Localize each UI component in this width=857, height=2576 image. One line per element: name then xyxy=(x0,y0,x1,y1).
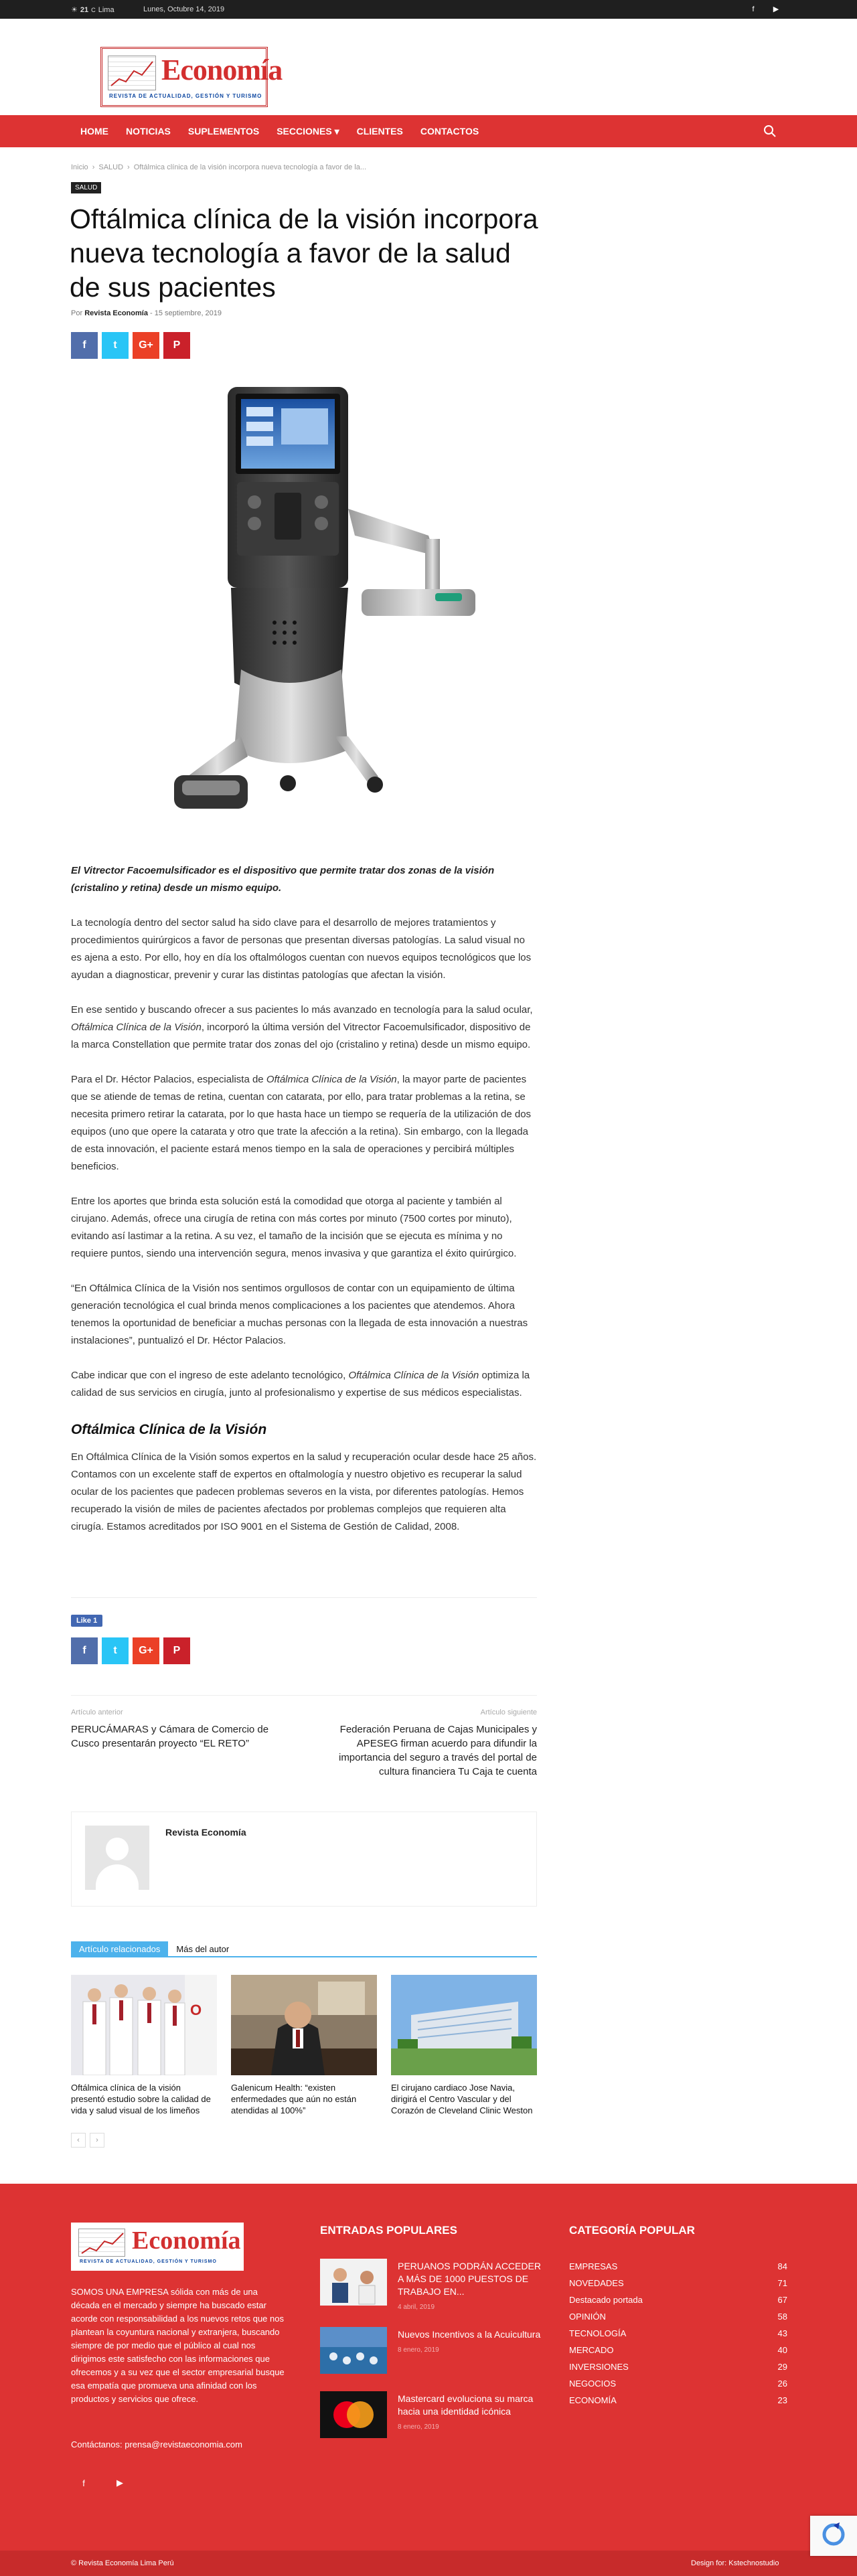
paragraph-text: , la mayor parte de pacientes que se atiende de temas de retina, cuentan con catarata, por ello, para tratar problemas a la retina, se necesita primero retirar la catarata, por lo que hasta hace un tiempo se requería de la utilización de dos equipos (uno que opere la catarata y otro que trate la afección a la retina). Sin embargo, con la llegada de esta innovación, el paciente estará menos tiempo en la sala de operaciones y percibirá múltiples beneficios. xyxy=(71,1074,532,1172)
logo-title: Economía xyxy=(132,2227,241,2255)
category-count: 26 xyxy=(777,2379,787,2389)
next-label: Artículo siguiente xyxy=(480,1708,537,1716)
related-card[interactable] xyxy=(391,1975,537,2116)
paragraph-text: optimiza la calidad de sus servicios en cirugía, junto al profesionalismo y expertise de sus médicos especialistas. xyxy=(71,1370,530,1398)
copyright: © Revista Economía Lima Perú xyxy=(71,2559,174,2567)
category-tag[interactable]: SALUD xyxy=(71,182,101,193)
site-footer xyxy=(0,2184,857,2551)
previous-article-link[interactable] xyxy=(71,1706,285,1751)
facebook-icon[interactable]: f xyxy=(82,2478,85,2488)
author-link[interactable]: Revista Economía xyxy=(84,309,148,317)
related-title: El cirujano cardiaco Jose Navia, dirigirá el Centro Vascular y del Corazón de Cleveland Clinic Weston xyxy=(391,2083,533,2115)
sun-icon: ☀ xyxy=(71,6,78,14)
previous-title: PERUCÁMARAS y Cámara de Comercio de Cusco presentarán proyecto “EL RETO” xyxy=(71,1724,269,1749)
related-thumbnail xyxy=(71,1975,217,2075)
category-count: 84 xyxy=(777,2261,787,2271)
nav-contactos[interactable]: CONTACTOS xyxy=(420,126,479,137)
share-buttons-top xyxy=(71,332,190,359)
svg-text:O: O xyxy=(190,2002,202,2018)
category-name: NEGOCIOS xyxy=(569,2379,617,2389)
popular-posts-heading: ENTRADAS POPULARES xyxy=(320,2224,457,2237)
byline-prefix: Por xyxy=(71,309,83,317)
nav-secciones-label: SECCIONES xyxy=(277,125,332,137)
main-nav xyxy=(0,115,857,147)
category-link[interactable] xyxy=(569,2362,787,2372)
clinic-name: Oftálmica Clínica de la Visión xyxy=(348,1370,479,1381)
top-bar xyxy=(0,0,857,19)
youtube-icon[interactable]: ▶ xyxy=(773,5,779,13)
article-paragraph: En Oftálmica Clínica de la Visión somos expertos en la salud y recuperación ocular desde hace 25 años. Contamos con un excelente staff de expertos en oftalmología y nuestro objetivo es recuperar la salud ocular de los pacientes que padecen problemas severos en la vista, por diferentes patologías. Hemos recuperado la visión de miles de pacientes afectados por problemas complejos que requieren alta cirugía. Estamos acreditados por ISO 9001 en el Sistema de Gestión de Calidad, 2008. xyxy=(71,1451,537,1532)
category-name: MERCADO xyxy=(569,2345,614,2355)
related-title: Oftálmica clínica de la visión presentó estudio sobre la calidad de vida y salud visual de los limeños xyxy=(71,2083,211,2115)
previous-label: Artículo anterior xyxy=(71,1708,123,1716)
clinic-name: Oftálmica Clínica de la Visión xyxy=(266,1074,397,1085)
mastercard-thumbnail xyxy=(320,2391,387,2438)
author-box xyxy=(71,1812,537,1907)
article-paragraph: “En Oftálmica Clínica de la Visión nos sentimos orgullosos de contar con un equipamiento de última generación tecnológica el cual brinda menos complicaciones a los pacientes que atendemos. Ahora tenemos la oportunidad de beneficiar a muchas personas con la llegada de esta innovación a nuestras instalaciones”, puntualizó el Dr. Héctor Palacios. xyxy=(71,1283,528,1346)
popular-thumbnail xyxy=(320,2327,387,2374)
article-title: Oftálmica clínica de la visión incorpora nueva tecnología a favor de la salud de sus pacientes xyxy=(70,204,538,303)
weather-widget xyxy=(71,5,114,14)
footer-logo[interactable] xyxy=(71,2223,244,2271)
divider xyxy=(71,1695,537,1696)
article-paragraph xyxy=(71,1071,537,1176)
facebook-share-button[interactable]: f xyxy=(71,1637,98,1664)
related-next-button[interactable]: › xyxy=(90,2133,104,2148)
related-thumbnail xyxy=(231,1975,377,2075)
weather-temp: 21 xyxy=(80,5,89,14)
site-header xyxy=(0,19,857,115)
popular-date: 4 abril, 2019 xyxy=(398,2304,435,2311)
popular-title: PERUANOS PODRÁN ACCEDER A MÁS DE 1000 PUESTOS DE TRABAJO EN... xyxy=(398,2261,541,2297)
pinterest-share-button[interactable]: P xyxy=(163,332,190,359)
nav-noticias[interactable]: NOTICIAS xyxy=(126,126,171,137)
article-subheading: Oftálmica Clínica de la Visión xyxy=(71,1422,267,1437)
pinterest-share-button[interactable]: P xyxy=(163,1637,190,1664)
article-paragraph: La tecnología dentro del sector salud ha sido clave para el desarrollo de mejores tratamientos y procedimientos quirúrgicos a favor de personas que presentan diversas patologías. La salud visual no es ajena a esto. Por ello, hoy en día los oftalmólogos cuentan con nuevos equipos tecnológicos que los ayudan a diagnosticar, prevenir y curar las distintas patologías que afectan la visión. xyxy=(71,917,532,981)
next-article-link[interactable] xyxy=(323,1706,537,1779)
avatar xyxy=(85,1826,149,1890)
logo-title: Economía xyxy=(161,54,283,86)
article-body xyxy=(71,862,537,1419)
category-count: 40 xyxy=(777,2345,787,2355)
nav-suplementos[interactable]: SUPLEMENTOS xyxy=(187,126,260,137)
paragraph-text: , incorporó la última versión del Vitrector Facoemulsificador, dispositivo de la marca Constellation que permite tratar dos zonas del ojo (cristalino y retina) desde un mismo equipo. xyxy=(71,1022,531,1050)
breadcrumb-home[interactable]: Inicio xyxy=(71,163,88,171)
footer-bottom-bar xyxy=(0,2551,857,2576)
nav-home[interactable]: HOME xyxy=(80,126,108,137)
design-credit: Design for: Kstechnostudio xyxy=(691,2559,779,2567)
category-name: INVERSIONES xyxy=(569,2362,629,2372)
divider xyxy=(71,1597,537,1598)
next-title: Federación Peruana de Cajas Municipales y APESEG firman acuerdo para difundir la importancia del seguro a través del portal de cultura financiera Tu Caja te cuenta xyxy=(338,1724,537,1777)
share-buttons-bottom xyxy=(71,1637,190,1664)
related-thumbnail xyxy=(391,1975,537,2075)
googleplus-share-button[interactable]: G+ xyxy=(133,1637,159,1664)
recaptcha-badge[interactable] xyxy=(810,2516,857,2556)
category-count: 23 xyxy=(777,2395,787,2405)
related-card[interactable] xyxy=(231,1975,377,2116)
twitter-share-button[interactable]: t xyxy=(102,1637,129,1664)
youtube-icon[interactable]: ▶ xyxy=(116,2478,123,2488)
logo-chart-graphic xyxy=(78,2229,125,2257)
facebook-icon[interactable]: f xyxy=(752,5,755,13)
popular-date: 8 enero, 2019 xyxy=(398,2346,439,2354)
popular-post[interactable] xyxy=(320,2391,561,2445)
category-link[interactable] xyxy=(569,2312,787,2322)
facebook-share-button[interactable]: f xyxy=(71,332,98,359)
breadcrumb-separator: › xyxy=(92,163,95,171)
category-count: 58 xyxy=(777,2312,787,2322)
article-paragraph xyxy=(71,1367,537,1402)
article-paragraph xyxy=(71,1001,537,1054)
category-name: TECNOLOGÍA xyxy=(569,2328,627,2338)
breadcrumb xyxy=(71,163,366,171)
current-date: Lunes, Octubre 14, 2019 xyxy=(143,5,225,13)
article-paragraph: Entre los aportes que brinda esta solución está la comodidad que otorga al paciente y también al cirujano. Además, ofrece una cirugía de retina con más cortes por minuto (7500 cortes por minuto), evitando así lastimar a la retina. A su vez, el tamaño de la incisión que se ejecuta es mínima y no requiere puntos, siendo una intervención segura, menos invasiva y que garantiza el éxito quirúrgico. xyxy=(71,1196,517,1259)
breadcrumb-separator: › xyxy=(127,163,130,171)
logo-tagline: REVISTA DE ACTUALIDAD, GESTIÓN Y TURISMO xyxy=(80,2259,217,2264)
googleplus-share-button[interactable]: G+ xyxy=(133,332,159,359)
popular-categories-heading: CATEGORÍA POPULAR xyxy=(569,2224,695,2237)
breadcrumb-current: Oftálmica clínica de la visión incorpora nueva tecnología a favor de la... xyxy=(133,163,367,171)
chevron-down-icon: ▾ xyxy=(334,125,339,137)
popular-post[interactable] xyxy=(320,2327,561,2381)
publish-date: - 15 septiembre, 2019 xyxy=(150,309,222,317)
related-tabs xyxy=(71,1941,537,1957)
popular-thumbnail xyxy=(320,2259,387,2306)
category-link[interactable] xyxy=(569,2278,787,2288)
clinic-name: Oftálmica Clínica de la Visión xyxy=(71,1022,202,1033)
category-name: OPINIÓN xyxy=(569,2312,606,2322)
byline xyxy=(71,309,222,317)
category-link[interactable] xyxy=(569,2395,787,2405)
logo-chart-graphic xyxy=(108,56,156,90)
popular-title: Mastercard evoluciona su marca hacia una identidad icónica xyxy=(398,2393,534,2417)
category-name: Destacado portada xyxy=(569,2295,643,2305)
category-count: 71 xyxy=(777,2278,787,2288)
category-link[interactable] xyxy=(569,2345,787,2355)
site-logo[interactable] xyxy=(100,47,283,107)
related-card[interactable] xyxy=(71,1975,217,2116)
nav-clientes[interactable]: CLIENTES xyxy=(356,126,403,137)
category-count: 67 xyxy=(777,2295,787,2305)
category-link[interactable] xyxy=(569,2295,787,2305)
weather-unit: C xyxy=(91,6,96,13)
footer-about: SOMOS UNA EMPRESA sólida con más de una década en el mercado y siempre ha buscado estar acorde con responsabilidad a los nuevos retos que nos plantean la coyuntura nacional y extranjera, buscando siempre de por medio que el público al cual nos dirigimos este satisfecho con las informaciones que ofrecemos y a su vez que el sector empresarial busque esa empatía que promueva una afinidad con los productos y servicios que ofrece. xyxy=(71,2287,285,2404)
twitter-share-button[interactable]: t xyxy=(102,332,129,359)
related-title: Galenicum Health: “existen enfermedades que aún no están atendidas al 100%” xyxy=(231,2083,357,2115)
category-name: NOVEDADES xyxy=(569,2278,624,2288)
footer-contact[interactable]: Contáctanos: prensa@revistaeconomia.com xyxy=(71,2439,242,2449)
category-link[interactable] xyxy=(569,2328,787,2338)
category-count: 29 xyxy=(777,2362,787,2372)
nav-secciones[interactable] xyxy=(268,126,347,137)
category-name: ECONOMÍA xyxy=(569,2395,617,2405)
category-name: EMPRESAS xyxy=(569,2261,618,2271)
weather-city: Lima xyxy=(98,5,114,14)
popular-title: Nuevos Incentivos a la Acuicultura xyxy=(398,2329,541,2340)
popular-post[interactable] xyxy=(320,2259,561,2312)
category-link[interactable] xyxy=(569,2379,787,2389)
related-prev-button[interactable]: ‹ xyxy=(71,2133,86,2148)
facebook-like-button[interactable]: Like 1 xyxy=(71,1615,102,1627)
category-link[interactable] xyxy=(569,2261,787,2271)
paragraph-text: Para el Dr. Héctor Palacios, especialista de xyxy=(71,1074,264,1085)
featured-image xyxy=(147,375,489,837)
breadcrumb-section[interactable]: SALUD xyxy=(98,163,124,171)
paragraph-text: En ese sentido y buscando ofrecer a sus pacientes lo más avanzado en tecnología para la salud ocular, xyxy=(71,1004,533,1016)
category-count: 43 xyxy=(777,2328,787,2338)
author-name[interactable]: Revista Economía xyxy=(165,1827,246,1838)
logo-tagline: REVISTA DE ACTUALIDAD, GESTIÓN Y TURISMO xyxy=(109,93,262,99)
tab-more-from-author[interactable]: Más del autor xyxy=(176,1944,230,1954)
search-icon[interactable] xyxy=(763,125,777,138)
article-lead: El Vitrector Facoemulsificador es el dispositivo que permite tratar dos zonas de la visión (cristalino y retina) desde un mismo equipo. xyxy=(71,865,495,894)
popular-date: 8 enero, 2019 xyxy=(398,2423,439,2431)
article-body-closing xyxy=(71,1449,537,1553)
tab-related-articles[interactable]: Artículo relacionados xyxy=(71,1941,168,1956)
paragraph-text: Cabe indicar que con el ingreso de este adelanto tecnológico, xyxy=(71,1370,346,1381)
